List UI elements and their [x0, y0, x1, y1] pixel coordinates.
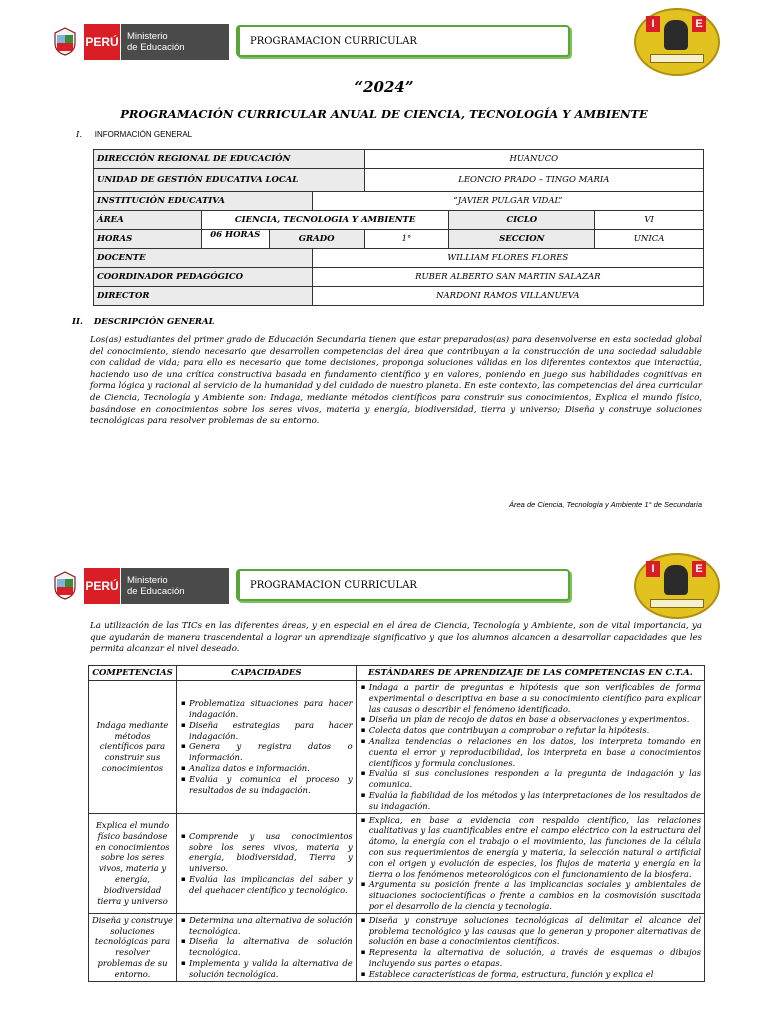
- competencia-disena: Diseña y construye soluciones tecnológicas para resolver problemas de su entorno.: [89, 913, 177, 981]
- estandares-cell: [356, 813, 704, 913]
- ugel-label: UNIDAD DE GESTIÓN EDUCATIVA LOCAL: [94, 169, 365, 192]
- ie-label: INSTITUCIÓN EDUCATIVA: [94, 192, 313, 211]
- dre-row: [94, 150, 704, 169]
- program-label-box: [236, 569, 570, 601]
- competencias-table: [88, 665, 705, 982]
- seccion-label: SECCION: [449, 230, 595, 249]
- page1-header: [0, 0, 768, 80]
- estandares-list: [360, 682, 701, 812]
- docente-row: [94, 249, 704, 268]
- peru-coat-of-arms-icon: [52, 26, 78, 56]
- list-item: ▪ Analiza tendencias o relaciones en los datos, los interpreta tomando en cuenta el error y reproducibilidad, los interpreta en base a conocimientos científicos y formula conclusiones.: [369, 736, 701, 768]
- horas-label: HORAS: [94, 230, 202, 249]
- table-row: [89, 813, 705, 913]
- table-row: [89, 913, 705, 981]
- director-row: [94, 287, 704, 306]
- estandares-cell: [356, 681, 704, 814]
- page2-intro-paragraph: La utilización de las TICs en las diferentes áreas, y en especial en el área de Ciencia, Tecnología y Ambiente, son de vital importancia, ya que ayudarán de manera trascendental a lograr un aprendizaje significativo y que los alumnos alcancen a desarrollar capacidades que les permita alcanzar el nivel deseado.: [90, 621, 702, 655]
- header-estandares: ESTÁNDARES DE APRENDIZAJE DE LAS COMPETENCIAS EN C.T.A.: [356, 666, 704, 681]
- description-paragraph: Los(as) estudiantes del primer grado de Educación Secundaria tienen que estar preparados(as) para desenvolverse en esta sociedad global del conocimiento, siendo necesario que desarrollen competencias del área que contribuyan a la construcción de una sociedad saludable con calidad de vida; para ello es necesario que tome decisiones, proponga soluciones válidas en los diferentes contextos que interactúa, haciendo uso de una crítica constructiva basada en fundamento científico y en valores, poniendo en juego sus habilidades cognitivas en forma lógica y racional al servicio de la humanidad y del cuidado de nuestro planeta. En este contexto, las competencias del área curricular de Ciencia, Tecnología y Ambiente son: Indaga, mediante métodos científicos para construir sus conocimientos, Explica el mundo físico, basándose en conocimientos sobre los seres vivos, materia y energía, biodiversidad, tierra y universo; Diseña y construye soluciones tecnológicas para resolver problemas de su entorno.: [90, 335, 702, 427]
- table-row: [89, 681, 705, 814]
- area-label: ÁREA: [94, 211, 202, 230]
- ie-value: “JAVIER PULGAR VIDAL”: [312, 192, 703, 211]
- ministry-logo: [121, 24, 229, 60]
- program-label: PROGRAMACION CURRICULAR: [250, 579, 417, 591]
- ministry-line2: de Educación: [127, 586, 185, 597]
- document-title: PROGRAMACIÓN CURRICULAR ANUAL DE CIENCIA, TECNOLOGÍA Y AMBIENTE: [120, 107, 648, 121]
- horas-value: 06 HORAS: [201, 230, 269, 249]
- list-item: ▪ Evalúa si sus conclusiones responden a la pregunta de indagación y las comunica.: [369, 768, 701, 790]
- school-emblem-icon: [634, 553, 720, 619]
- coordinador-value: RUBER ALBERTO SAN MARTIN SALAZAR: [312, 268, 703, 287]
- list-item: ▪ Analiza datos e información.: [189, 763, 353, 774]
- list-item: ▪ Evalúa la fiabilidad de los métodos y las interpretaciones de los resultados de su indagación.: [369, 790, 701, 812]
- competencias-header-row: [89, 666, 705, 681]
- peru-logo: [84, 568, 120, 604]
- emblem-letter-i: I: [646, 16, 660, 32]
- coordinador-row: [94, 268, 704, 287]
- list-item: ▪ Explica, en base a evidencia con respaldo científico, las relaciones cualitativas y las cuantificables entre el campo eléctrico con la estructura del átomo, la energía con el trabajo o el movimiento, las funciones de la célula con sus requerimientos de energía y materia, la selección natural o artificial con el origen y evolución de especies, los flujos de materia y energía en la tierra o los fenómenos meteorológicos con el funcionamiento de la biosfera.: [369, 815, 701, 880]
- horas-row: [94, 230, 704, 249]
- page1-footer: Área de Ciencia, Tecnología y Ambiente 1° de Secundaria: [509, 500, 702, 509]
- peru-logo: [84, 24, 120, 60]
- estandares-cell: [356, 913, 704, 981]
- director-label: DIRECTOR: [94, 287, 313, 306]
- year-title: “2024”: [354, 78, 414, 96]
- ciclo-value: VI: [595, 211, 704, 230]
- ministry-line1: Ministerio: [127, 31, 168, 42]
- school-emblem-icon: [634, 8, 720, 76]
- list-item: ▪ Colecta datos que contribuyan a comprobar o refutar la hipótesis.: [369, 725, 701, 736]
- area-row: [94, 211, 704, 230]
- capacidades-list: [180, 915, 353, 980]
- ministry-logo: [121, 568, 229, 604]
- coordinador-label: COORDINADOR PEDAGÓGICO: [94, 268, 313, 287]
- ie-row: [94, 192, 704, 211]
- grado-value: 1°: [364, 230, 449, 249]
- director-value: NARDONI RAMOS VILLANUEVA: [312, 287, 703, 306]
- ugel-row: [94, 169, 704, 192]
- peru-coat-of-arms-icon: [52, 570, 78, 600]
- page2-header: [0, 548, 768, 620]
- peru-label: PERÚ: [85, 35, 119, 49]
- capacidades-cell: [176, 813, 356, 913]
- header-competencias: COMPETENCIAS: [89, 666, 177, 681]
- list-item: ▪ Indaga a partir de preguntas e hipótesis que son verificables de forma experimental o descriptiva en base a su conocimiento científico para explicar las causas o describir el fenómeno identificado.: [369, 682, 701, 714]
- estandares-list: [360, 815, 701, 912]
- competencia-indaga: Indaga mediante métodos científicos para construir sus conocimientos: [89, 681, 177, 814]
- section2-number: II.: [72, 317, 83, 327]
- docente-value: WILLIAM FLORES FLORES: [312, 249, 703, 268]
- list-item: ▪ Evalúa y comunica el proceso y resultados de su indagación.: [189, 774, 353, 796]
- section2-title: DESCRIPCIÓN GENERAL: [93, 317, 215, 327]
- list-item: ▪ Determina una alternativa de solución tecnológica.: [189, 915, 353, 937]
- list-item: ▪ Genera y registra datos o información.: [189, 741, 353, 763]
- area-value: CIENCIA, TECNOLOGIA Y AMBIENTE: [201, 211, 449, 230]
- section1-title: INFORMACIÓN GENERAL: [94, 130, 193, 139]
- capacidades-cell: [176, 913, 356, 981]
- emblem-portrait: [664, 20, 688, 50]
- emblem-banner: [650, 599, 704, 608]
- general-info-table: [93, 149, 704, 306]
- list-item: ▪ Problematiza situaciones para hacer indagación.: [189, 698, 353, 720]
- list-item: ▪ Implementa y valida la alternativa de solución tecnológica.: [189, 958, 353, 980]
- list-item: ▪ Representa la alternativa de solución, a través de esquemas o dibujos incluyendo sus partes o etapas.: [369, 947, 701, 969]
- emblem-letter-i: I: [646, 561, 660, 577]
- ciclo-label: CICLO: [449, 211, 595, 230]
- list-item: ▪ Diseña un plan de recojo de datos en base a observaciones y experimentos.: [369, 714, 701, 725]
- list-item: ▪ Argumenta su posición frente a las implicancias sociales y ambientales de situaciones sociocientíficas o frente a cambios en la cosmovisión suscitada por el desarrollo de la ciencia y tecnología.: [369, 879, 701, 911]
- list-item: ▪ Comprende y usa conocimientos sobre los seres vivos, materia y energía, biodiversidad, Tierra y universo.: [189, 831, 353, 874]
- estandares-list: [360, 915, 701, 980]
- docente-label: DOCENTE: [94, 249, 313, 268]
- ministry-line1: Ministerio: [127, 575, 168, 586]
- emblem-portrait: [664, 565, 688, 595]
- capacidades-list: [180, 698, 353, 795]
- emblem-letter-e: E: [692, 16, 706, 32]
- section1-number: I.: [76, 130, 83, 140]
- competencia-explica: Explica el mundo físico basándose en conocimientos sobre los seres vivos, materia y energía, biodiversidad tierra y universo: [89, 813, 177, 913]
- program-label: PROGRAMACION CURRICULAR: [250, 35, 417, 47]
- emblem-letter-e: E: [692, 561, 706, 577]
- grado-label: GRADO: [269, 230, 364, 249]
- ministry-line2: de Educación: [127, 42, 185, 53]
- emblem-banner: [650, 54, 704, 63]
- seccion-value: UNICA: [595, 230, 704, 249]
- peru-label: PERÚ: [85, 579, 119, 593]
- list-item: ▪ Diseña la alternativa de solución tecnológica.: [189, 936, 353, 958]
- ugel-value: LEONCIO PRADO – TINGO MARIA: [364, 169, 703, 192]
- capacidades-list: [180, 831, 353, 896]
- dre-label: DIRECCIÓN REGIONAL DE EDUCACIÓN: [94, 150, 365, 169]
- list-item: ▪ Diseña y construye soluciones tecnológicas al delimitar el alcance del problema tecnológico y las causas que lo generan y proponer alternativas de solución en base a conocimientos científicos.: [369, 915, 701, 947]
- capacidades-cell: [176, 681, 356, 814]
- program-label-box: [236, 25, 570, 57]
- section1-heading: [76, 130, 192, 140]
- list-item: ▪ Establece características de forma, estructura, función y explica el: [369, 969, 701, 980]
- section2-heading: [72, 317, 215, 327]
- dre-value: HUANUCO: [364, 150, 703, 169]
- list-item: ▪ Evalúa las implicancias del saber y del quehacer científico y tecnológico.: [189, 874, 353, 896]
- list-item: ▪ Diseña estrategias para hacer indagación.: [189, 720, 353, 742]
- header-capacidades: CAPACIDADES: [176, 666, 356, 681]
